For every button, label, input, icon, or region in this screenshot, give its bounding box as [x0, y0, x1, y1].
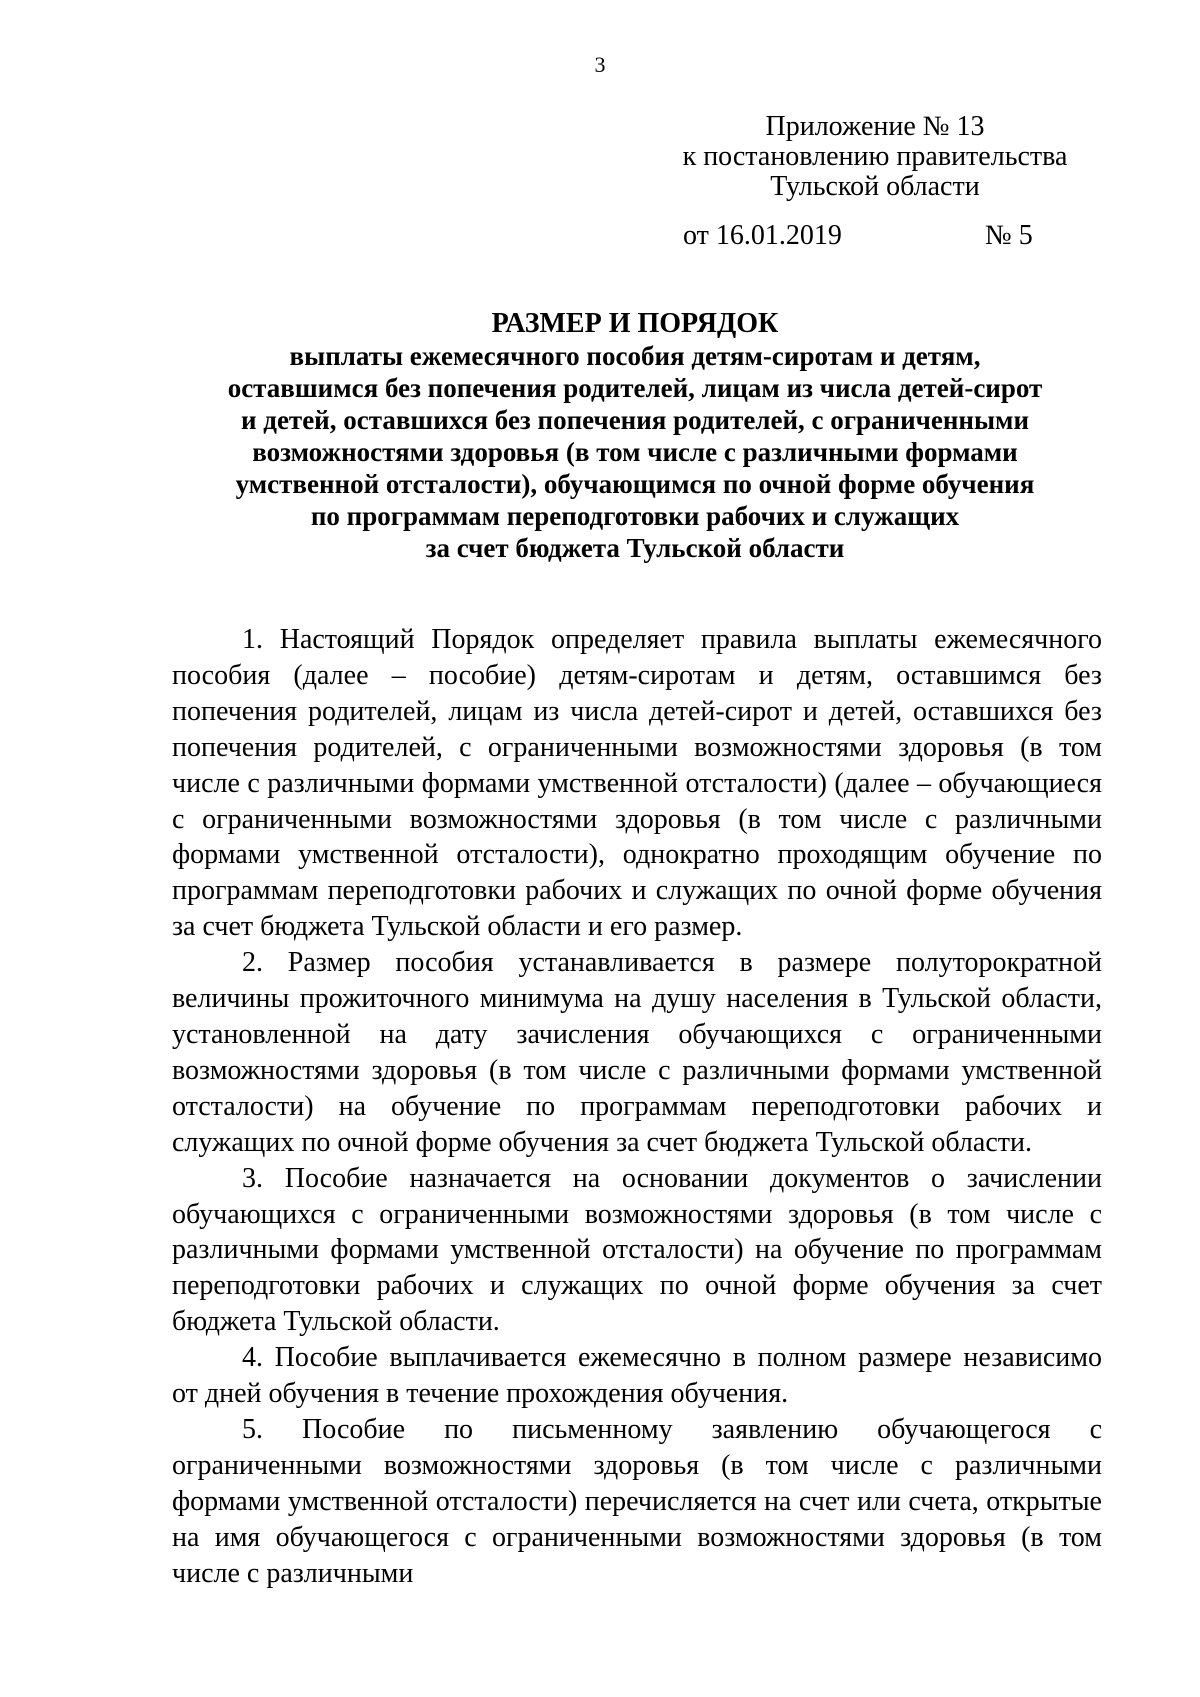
- paragraph: 2. Размер пособия устанавливается в размере полуторократной величины прожиточного минимума на душу населения в Тульской области, установленной на дату зачисления обучающихся с ограниченными возможностями здоровья (в том числе с различными формами умственной отсталости) на обучение по программам переподготовки рабочих и служащих по очной форме обучения за счет бюджета Тульской области.: [172, 947, 1102, 1158]
- appendix-line: к постановлению правительства: [682, 141, 1068, 172]
- paragraph: 3. Пособие назначается на основании документов о зачислении обучающихся с ограниченными возможностями здоровья (в том числе с различными формами умственной отсталости) на обучение по программам переподготовки рабочих и служащих по очной форме обучения за счет бюджета Тульской области.: [172, 1162, 1102, 1338]
- title-line: и детей, оставшихся без попечения родителей, с ограниченными: [240, 405, 1030, 435]
- title-line: за счет бюджета Тульской области: [425, 533, 845, 563]
- document-number: № 5: [985, 220, 1033, 251]
- document-body: [172, 622, 1102, 1591]
- appendix-line: Тульской области: [770, 171, 980, 202]
- appendix-header: [660, 112, 1090, 202]
- title-line: возможностями здоровья (в том числе с различными формами: [252, 437, 1018, 467]
- paragraph: 4. Пособие выплачивается ежемесячно в полном размере независимо от дней обучения в течение прохождения обучения.: [172, 1342, 1102, 1410]
- paragraph: 1. Настоящий Порядок определяет правила выплаты ежемесячного пособия (далее – пособие) детям-сиротам и детям, оставшимся без попечения родителей, лицам из числа детей-сирот и детей, оставшихся без попечения родителей, с ограниченными возможностями здоровья (в том числе с различными формами умственной отсталости) (далее – обучающиеся с ограниченными возможностями здоровья (в том числе с различными формами умственной отсталости), однократно проходящим обучение по программам переподготовки рабочих и служащих по очной форме обучения за счет бюджета Тульской области и его размер.: [172, 624, 1102, 943]
- title-line: по программам переподготовки рабочих и служащих: [310, 501, 960, 531]
- paragraph: 5. Пособие по письменному заявлению обучающегося с ограниченными возможностями здоровья (в том числе с различными формами умственной отсталости) перечисляется на счет или счета, открытые на имя обучающегося с ограниченными возможностями здоровья (в том числе с различными: [172, 1413, 1102, 1589]
- document-title: [170, 308, 1100, 564]
- title-line: умственной отсталости), обучающимся по очной форме обучения: [235, 469, 1035, 499]
- document-date: от 16.01.2019: [683, 220, 842, 251]
- title-line: оставшимся без попечения родителей, лицам из числа детей-сирот: [227, 373, 1043, 403]
- title-line: выплаты ежемесячного пособия детям-сиротам и детям,: [289, 341, 981, 371]
- title-main: РАЗМЕР И ПОРЯДОК: [491, 308, 779, 339]
- appendix-line: Приложение № 13: [765, 111, 985, 142]
- page-number: 3: [594, 52, 606, 77]
